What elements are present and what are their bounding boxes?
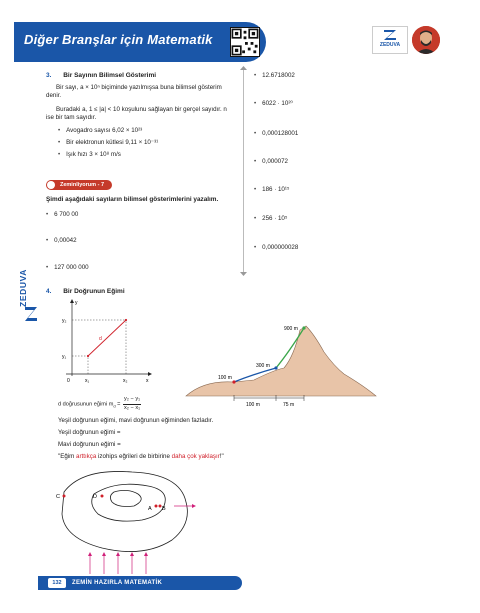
arrow-down-icon xyxy=(240,272,247,276)
low-label: 100 m xyxy=(218,375,232,381)
quote-text: !" xyxy=(219,453,224,460)
point-d-label: D xyxy=(93,494,97,500)
y1-label: y₁ xyxy=(62,354,67,360)
distance-1-label: 100 m xyxy=(246,402,260,408)
section-title: Bir Doğrunun Eğimi xyxy=(63,288,125,295)
slope-formula: d doğrusunun eğimi $m_d$ = $\frac{\text{y₂ − y₁}}{\text{x₂ − x₁}}$ xyxy=(58,396,141,411)
quote-highlight: arttıkça xyxy=(76,453,97,460)
slope-numerator: y₂ − y₁ xyxy=(123,396,141,405)
exercise-item: • 0,000072 xyxy=(254,158,288,166)
column-divider xyxy=(243,68,244,274)
exercise-bullet-icon xyxy=(47,181,55,189)
slope-subscript: d xyxy=(113,403,116,409)
y2-label: y₂ xyxy=(62,318,67,324)
quote-highlight: daha çok yaklaşır xyxy=(171,453,220,460)
zeduva-logo-icon xyxy=(383,29,397,41)
line-label: d xyxy=(99,336,102,342)
page-title: Diğer Branşlar için Matematik xyxy=(24,32,213,47)
exercise-item: • 186 · 10¹⁵ xyxy=(254,186,290,194)
exercise-prompt: Şimdi aşağıdaki sayıların bilimsel gösterimlerini yazalım. xyxy=(46,196,219,203)
exercise-label: Zeminliyorum - 7 xyxy=(46,180,112,190)
exercise-item: • 0,000128001 xyxy=(254,130,298,138)
arrow-up-icon xyxy=(240,66,247,70)
x1-label: x₁ xyxy=(85,378,90,384)
peak-label: 900 m xyxy=(284,326,298,332)
slope-graph xyxy=(54,296,164,388)
quote-text: izohips eğrileri de birbirine xyxy=(96,453,172,460)
exercise-item: • 0,000000028 xyxy=(254,244,298,252)
x2-label: x₂ xyxy=(123,378,128,384)
contour-map xyxy=(52,462,212,574)
section-number: 3. xyxy=(46,72,52,79)
qr-code-icon[interactable] xyxy=(230,27,260,57)
example-item: • Bir elektronun kütlesi 9,11 × 10⁻³¹ xyxy=(58,139,158,147)
exercise-item: • 127 000 000 xyxy=(46,264,89,272)
comparison-text: Yeşil doğrunun eğimi, mavi doğrunun eğiminden fazladır. xyxy=(58,417,214,424)
y-axis-label: y xyxy=(75,300,78,306)
side-brand: ZEDUVA xyxy=(18,269,28,307)
example-item: • Avogadro sayısı 6,02 × 10²³ xyxy=(58,127,142,135)
exercise-item: • 6022 · 10²⁰ xyxy=(254,100,293,108)
slope-prefix: d doğrusunun eğimi m xyxy=(58,401,114,408)
contour-quote xyxy=(58,453,224,461)
point-a-label: A xyxy=(148,506,152,512)
quote-text: "Eğim xyxy=(58,453,77,460)
footer-title: ZEMİN HAZIRLA MATEMATİK xyxy=(72,580,163,586)
brand-name: ZEDUVA xyxy=(379,42,401,48)
point-c-label: C xyxy=(56,494,60,500)
exercise-item: • 6 700 00 xyxy=(46,211,78,219)
distance-2-label: 75 m xyxy=(283,402,295,408)
page-number: 132 xyxy=(48,578,66,588)
point-b-label: B xyxy=(162,506,166,512)
mid-label: 300 m xyxy=(256,363,270,369)
origin-label: 0 xyxy=(67,378,70,384)
exercise-item: • 12.6718002 xyxy=(254,72,295,80)
condition-paragraph: Buradaki a, 1 ≤ |a| < 10 koşulunu sağlayan bir gerçel sayıdır. n ise bir tam sayıdır. xyxy=(46,106,227,122)
exercise-item: • 256 · 10⁵ xyxy=(254,215,287,223)
exercise-item: • 0,00042 xyxy=(46,237,77,245)
green-slope-text: Yeşil doğrunun eğimi = xyxy=(58,429,121,436)
blue-slope-text: Mavi doğrunun eğimi = xyxy=(58,441,121,448)
author-avatar xyxy=(412,26,440,54)
section-title: Bir Sayının Bilimsel Gösterimi xyxy=(63,72,157,79)
definition-paragraph: Bir sayı, a × 10ⁿ biçiminde yazılmışsa buna bilimsel gösterim denir. xyxy=(46,84,222,100)
mountain-diagram xyxy=(184,316,380,412)
example-item: • Işık hızı 3 × 10⁸ m/s xyxy=(58,151,121,159)
section-3-heading xyxy=(46,72,156,81)
slope-denominator: x₂ − x₁ xyxy=(123,404,141,411)
section-number: 4. xyxy=(46,288,52,295)
x-axis-label: x xyxy=(146,378,149,384)
